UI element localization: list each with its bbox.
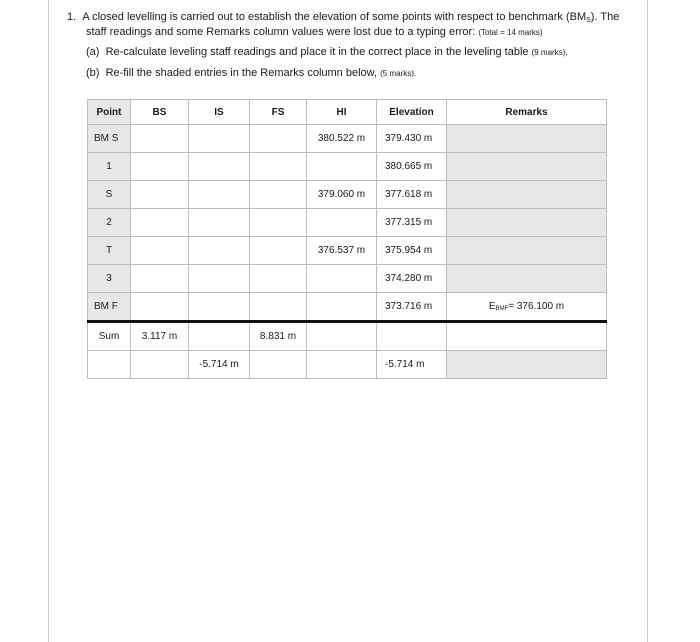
cell-bs [131,153,189,181]
part-b-text: Re-fill the shaded entries in the Remarks column below, [105,67,378,79]
question-line-2 [86,25,543,40]
table-row [88,265,607,293]
question-text-1: A closed levelling is carried out to establish the elevation of some points with respect to benchmark (BM [82,11,587,23]
part-a-text: Re-calculate leveling staff readings and place it in the correct place in the leveling table [105,46,529,58]
benchmark-subscript: S [586,17,591,24]
cell-elevation-difference: -5.714 m [377,351,447,379]
cell-point: T [88,237,131,265]
table-header-row [88,100,607,125]
cell-fs [250,293,307,322]
cell-elevation: 379.430 m [377,125,447,153]
table-row [88,293,607,322]
ebmf-value: = 376.100 m [508,301,565,312]
question-text-1-end: ). The [590,11,620,23]
cell-is [189,209,250,237]
cell-fs [250,153,307,181]
cell-hi: 379.060 m [307,181,377,209]
cell-bs [131,209,189,237]
cell-remarks [447,181,607,209]
cell-bs [131,351,189,379]
table-row [88,125,607,153]
table-row [88,237,607,265]
cell-remarks [447,125,607,153]
cell-fs [250,265,307,293]
sum-row [88,322,607,351]
cell-bs [131,265,189,293]
table-row [88,209,607,237]
header-bs: BS [131,100,189,125]
cell-is-difference: -5.714 m [189,351,250,379]
cell-fs [250,125,307,153]
levelling-table [87,99,607,379]
cell-is [189,265,250,293]
cell-hi: 376.537 m [307,237,377,265]
cell-is [189,125,250,153]
difference-row [88,351,607,379]
cell-point: 1 [88,153,131,181]
cell-remarks [447,237,607,265]
cell-fs [250,209,307,237]
cell-is [189,322,250,351]
question-number: 1. [67,11,77,23]
cell-point: Sum [88,322,131,351]
cell-fs [250,237,307,265]
part-a-line [86,45,568,60]
part-a-label: (a) [86,46,100,58]
header-fs: FS [250,100,307,125]
table-row [88,153,607,181]
cell-remarks [447,209,607,237]
cell-remarks [447,322,607,351]
part-b-label: (b) [86,67,100,79]
cell-remarks-ebmf [447,293,607,322]
header-point: Point [88,100,131,125]
cell-remarks [447,153,607,181]
part-b-marks: (5 marks). [380,69,417,78]
cell-hi: 380.522 m [307,125,377,153]
cell-point: S [88,181,131,209]
ebmf-subscript: BMF [495,306,509,312]
cell-point: BM S [88,125,131,153]
cell-is [189,181,250,209]
cell-elevation: 375.954 m [377,237,447,265]
cell-elevation: 373.716 m [377,293,447,322]
cell-bs [131,293,189,322]
cell-hi [307,153,377,181]
cell-point: BM F [88,293,131,322]
header-hi: HI [307,100,377,125]
cell-hi [307,209,377,237]
header-remarks: Remarks [447,100,607,125]
cell-remarks [447,351,607,379]
cell-bs [131,125,189,153]
cell-remarks [447,265,607,293]
cell-is [189,153,250,181]
total-marks: (Total = 14 marks) [478,28,543,37]
part-b-line [86,66,416,81]
cell-point [88,351,131,379]
cell-elevation: 380.665 m [377,153,447,181]
table-row [88,181,607,209]
cell-point: 2 [88,209,131,237]
cell-hi [307,293,377,322]
cell-bs-sum: 3.117 m [131,322,189,351]
cell-hi [307,322,377,351]
cell-elevation: 377.315 m [377,209,447,237]
cell-bs [131,237,189,265]
cell-fs-sum: 8.831 m [250,322,307,351]
question-text-2: staff readings and some Remarks column values were lost due to a typing error: [86,26,476,38]
part-a-marks: (9 marks), [531,48,568,57]
cell-fs [250,181,307,209]
cell-is [189,293,250,322]
cell-elevation: 374.280 m [377,265,447,293]
cell-fs [250,351,307,379]
cell-point: 3 [88,265,131,293]
cell-hi [307,351,377,379]
header-elevation: Elevation [377,100,447,125]
cell-hi [307,265,377,293]
header-is: IS [189,100,250,125]
cell-elevation [377,322,447,351]
cell-is [189,237,250,265]
cell-bs [131,181,189,209]
ebmf-prefix: E [488,301,496,312]
cell-elevation: 377.618 m [377,181,447,209]
